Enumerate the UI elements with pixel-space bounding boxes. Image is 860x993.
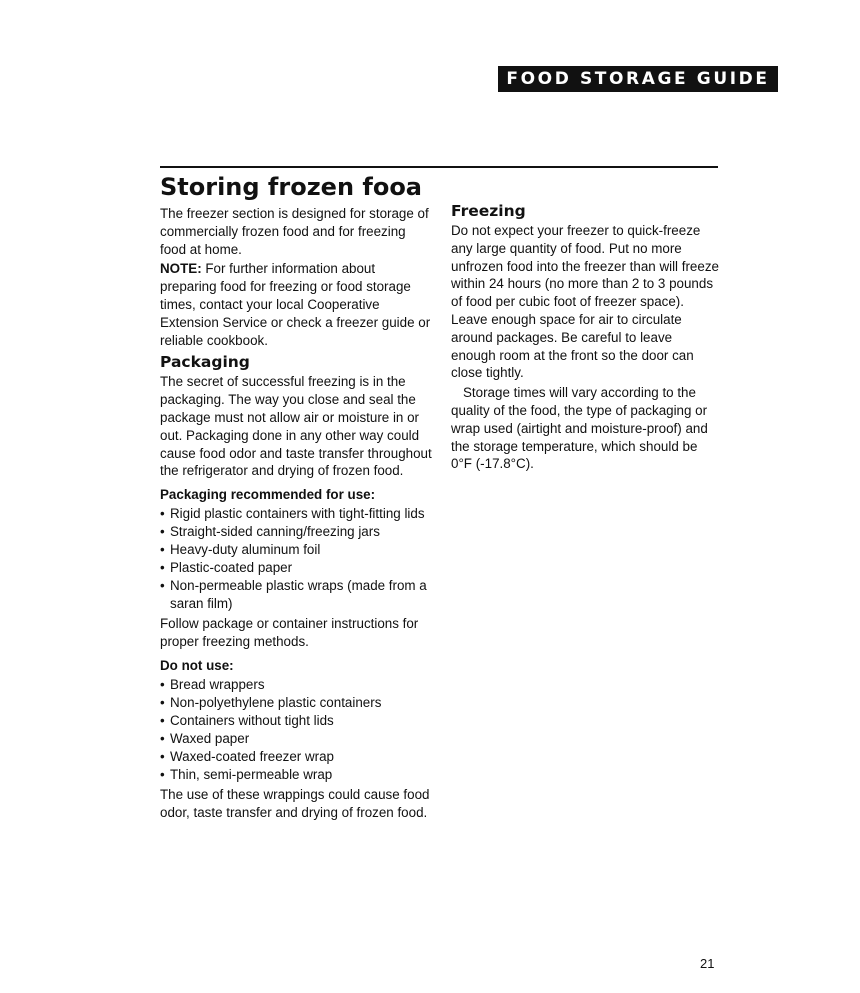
freezing-heading: Freezing <box>451 202 526 220</box>
note-paragraph <box>160 260 435 349</box>
freezing-paragraph: Do not expect your freezer to quick-freeze any large quantity of food. Put no more unfrozen food into the freezer than will freeze within 24 hours (no more than 2 to 3 pounds of food per cubic foot of freezer space). Leave enough space for air to circulate around packages. Be careful to leave enough room at the front so the door can close tightly. <box>451 223 719 381</box>
note-label: NOTE: <box>160 261 202 277</box>
title-rule <box>160 166 718 168</box>
intro-paragraph: The freezer section is designed for storage of commercially frozen food and for freezing food at home. <box>160 206 429 257</box>
follow-instructions-paragraph: Follow package or container instructions for proper freezing methods. <box>160 616 419 649</box>
list-item: • Non-polyethylene plastic containers <box>160 694 435 712</box>
note-text: For further information about preparing food for freezing or food storage times, contact your local Cooperative Extension Service or check a freezer guide or reliable cookbook. <box>160 261 431 348</box>
page-number: 21 <box>700 956 715 971</box>
packaging-heading: Packaging <box>160 353 250 372</box>
list-item: • Bread wrappers <box>160 676 435 694</box>
list-item: • Heavy-duty aluminum foil <box>160 541 435 559</box>
recommended-list <box>160 505 435 613</box>
list-item: • Rigid plastic containers with tight-fitting lids <box>160 505 435 523</box>
closing-paragraph: The use of these wrappings could cause food odor, taste transfer and drying of frozen food. <box>160 786 430 820</box>
list-item: • Non-permeable plastic wraps (made from a saran film) <box>160 577 435 613</box>
do-not-use-list <box>160 676 435 784</box>
page-title: Storing frozen fooa <box>160 173 422 201</box>
storage-times-paragraph: Storage times will vary according to the quality of the food, the type of packaging or wrap used (airtight and moisture-proof) and the storage temperature, which should be 0°F (-17.8°C). <box>451 385 708 472</box>
list-item: • Thin, semi-permeable wrap <box>160 766 435 784</box>
do-not-use-heading: Do not use: <box>160 657 234 673</box>
right-column <box>451 202 719 475</box>
packaging-paragraph: The secret of successful freezing is in the packaging. The way you close and seal the package must not allow air or moisture in or out. Packaging done in any other way could cause food odor and taste transfer throughout the refrigerator and drying of frozen food. <box>160 374 432 479</box>
list-item: • Waxed paper <box>160 730 435 748</box>
left-column <box>160 205 435 823</box>
list-item: • Plastic-coated paper <box>160 559 435 577</box>
list-item: • Containers without tight lids <box>160 712 435 730</box>
section-banner: FOOD STORAGE GUIDE <box>498 66 778 92</box>
list-item: • Waxed-coated freezer wrap <box>160 748 435 766</box>
list-item: • Straight-sided canning/freezing jars <box>160 523 435 541</box>
recommended-heading: Packaging recommended for use: <box>160 487 376 503</box>
